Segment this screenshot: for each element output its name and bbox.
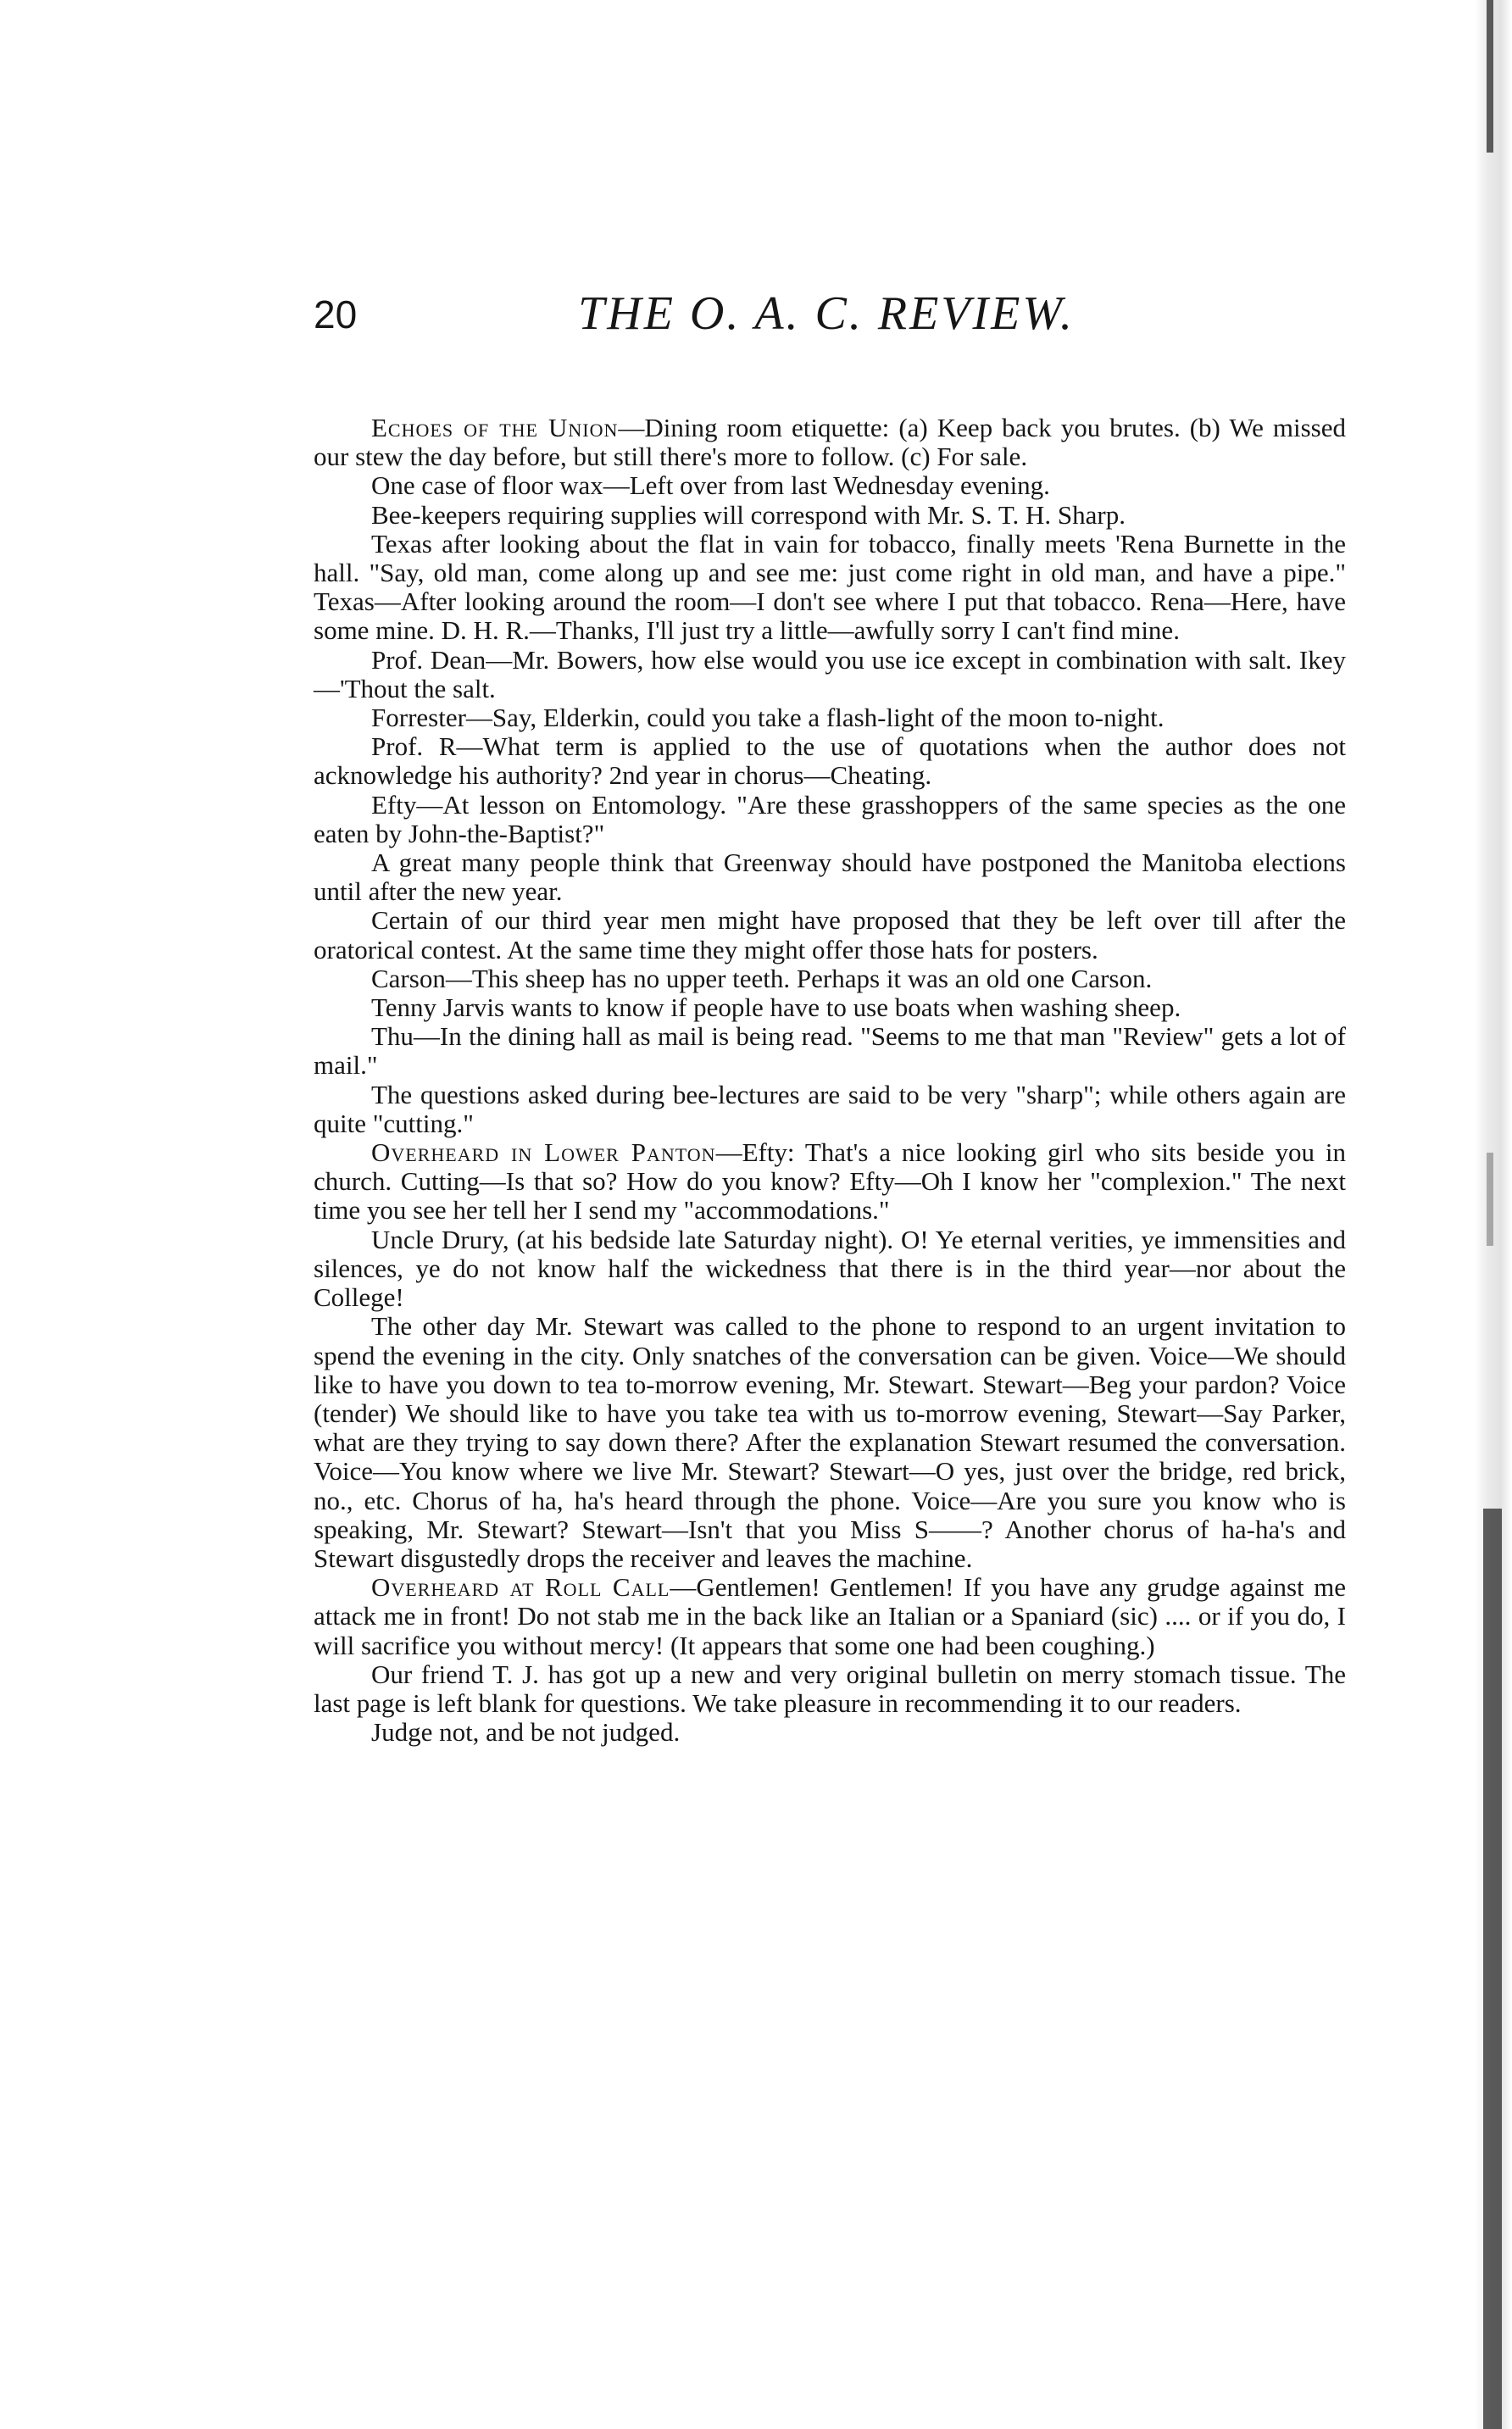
scan-edge-shadow (1475, 0, 1512, 2429)
paragraph-text: Texas after looking about the flat in vain for tobacco, finally meets 'Rena Burnette in the hall. "Say, old man, come along up and see me: just come right in old man, and have a pipe." Texas—After looking around the room—I don't see where I put that tobacco. Rena—Here, have some mine. D. H. R.—Thanks, I'll just try a little—awfully sorry I can't find mine. (314, 528, 1346, 646)
scan-streak (1487, 0, 1493, 153)
paragraph (314, 646, 1346, 703)
paragraph (314, 1138, 1346, 1226)
paragraph (314, 1226, 1346, 1313)
paragraph-lead: Echoes of the Union (371, 413, 619, 442)
paragraph (314, 906, 1346, 964)
paragraph (314, 964, 1346, 993)
paragraph-text: A great many people think that Greenway should have postponed the Manitoba elections until after the new year. (314, 848, 1346, 907)
paragraph (314, 1660, 1346, 1718)
paragraph-text: Certain of our third year men might have proposed that they be left over till after the oratorical contest. At the same time they might offer those hats for posters. (314, 905, 1346, 964)
paragraph-text: Judge not, and be not judged. (371, 1717, 681, 1748)
paragraph (314, 848, 1346, 906)
paragraph (314, 1022, 1346, 1080)
scan-streak (1487, 1153, 1493, 1246)
paragraph-text: Tenny Jarvis wants to know if people have to use boats when washing sheep. (371, 992, 1181, 1023)
page-title: THE O. A. C. REVIEW. (578, 287, 1075, 340)
page-header (305, 286, 1348, 354)
paragraph-text: Thu—In the dining hall as mail is being read. "Seems to me that man "Review" gets a lot of mail." (314, 1021, 1346, 1081)
paragraph (314, 530, 1346, 646)
paragraph (314, 732, 1346, 790)
page-number: 20 (314, 292, 358, 336)
paragraph-text: The other day Mr. Stewart was called to the phone to respond to an urgent invitation to spend the evening in the city. Only snatches of the conversation can be given. Voice—We should like to have you down to tea to-morrow evening, Mr. Stewart. Stewart—Beg your pardon? Voice (tender) We should like to have you take tea with us to-morrow evening, Stewart—Say Parker, what are they trying to say down there? After the explanation Stewart resumed the conversation. Voice—You know where we live Mr. Stewart? Stewart—O yes, just over the bridge, red brick, no., etc. Chorus of ha, ha's heard through the phone. Voice—Are you sure you know who is speaking, Mr. Stewart? Stewart—Isn't that you Miss S——? Another chorus of ha-ha's and Stewart disgustedly drops the receiver and leaves the machine. (314, 1311, 1346, 1573)
paragraph (314, 993, 1346, 1022)
paragraph-text: —Dining room etiquette: (a) Keep back you brutes. (b) We missed our stew the day before, but still there's more to follow. (c) For sale. (314, 413, 1346, 472)
paragraph-text: Forrester—Say, Elderkin, could you take a flash-light of the moon to-night. (371, 703, 1165, 733)
paragraph-text: Prof. Dean—Mr. Bowers, how else would you use ice except in combination with salt. Ikey—'Thout the salt. (314, 644, 1346, 703)
paragraph (314, 1718, 1346, 1747)
paragraph-text: The questions asked during bee-lectures are said to be very "sharp"; while others again are quite "cutting." (314, 1079, 1346, 1138)
paragraph-text: —Gentlemen! Gentlemen! If you have any grudge against me attack me in front! Do not stab me in the back like an Italian or a Spaniard (sic) .... or if you do, I will sacrifice you without mercy! (It appears that some one had been coughing.) (314, 1572, 1346, 1660)
paragraph-text: Bee-keepers requiring supplies will correspond with Mr. S. T. H. Sharp. (371, 499, 1126, 530)
paragraph-text: Efty—At lesson on Entomology. "Are these grasshoppers of the same species as the one eaten by John-the-Baptist?" (314, 789, 1346, 848)
paragraph-text: One case of floor wax—Left over from last Wednesday evening. (371, 470, 1050, 501)
paragraph-lead: Overheard in Lower Panton (371, 1137, 716, 1168)
paragraph-text: Our friend T. J. has got up a new and very original bulletin on merry stomach tissue. The last page is left blank for questions. We take pleasure in recommending it to our readers. (314, 1659, 1346, 1718)
paragraph (314, 1312, 1346, 1573)
paragraph (314, 414, 1346, 471)
paragraph (314, 791, 1346, 848)
paragraph (314, 703, 1346, 732)
paragraph-text: —Efty: That's a nice looking girl who sits beside you in church. Cutting—Is that so? How do you know? Efty—Oh I know her "complexion." The next time you see her tell her I send my "accommodations." (314, 1137, 1346, 1226)
paragraph (314, 501, 1346, 530)
paragraph (314, 1081, 1346, 1138)
paragraph (314, 1573, 1346, 1660)
paragraph-text: Uncle Drury, (at his bedside late Saturday night). O! Ye eternal verities, ye immensities and silences, ye do not know half the wickedness that there is in the third year—nor about the College! (314, 1224, 1346, 1313)
scan-streak (1483, 1509, 1502, 2429)
paragraph-text: Carson—This sheep has no upper teeth. Perhaps it was an old one Carson. (371, 963, 1153, 993)
paragraph-text: Prof. R—What term is applied to the use of quotations when the author does not acknowledge his authority? 2nd year in chorus—Cheating. (314, 731, 1346, 791)
paragraph-lead: Overheard at Roll Call (371, 1572, 670, 1603)
article-body (314, 414, 1346, 1747)
paragraph (314, 471, 1346, 500)
